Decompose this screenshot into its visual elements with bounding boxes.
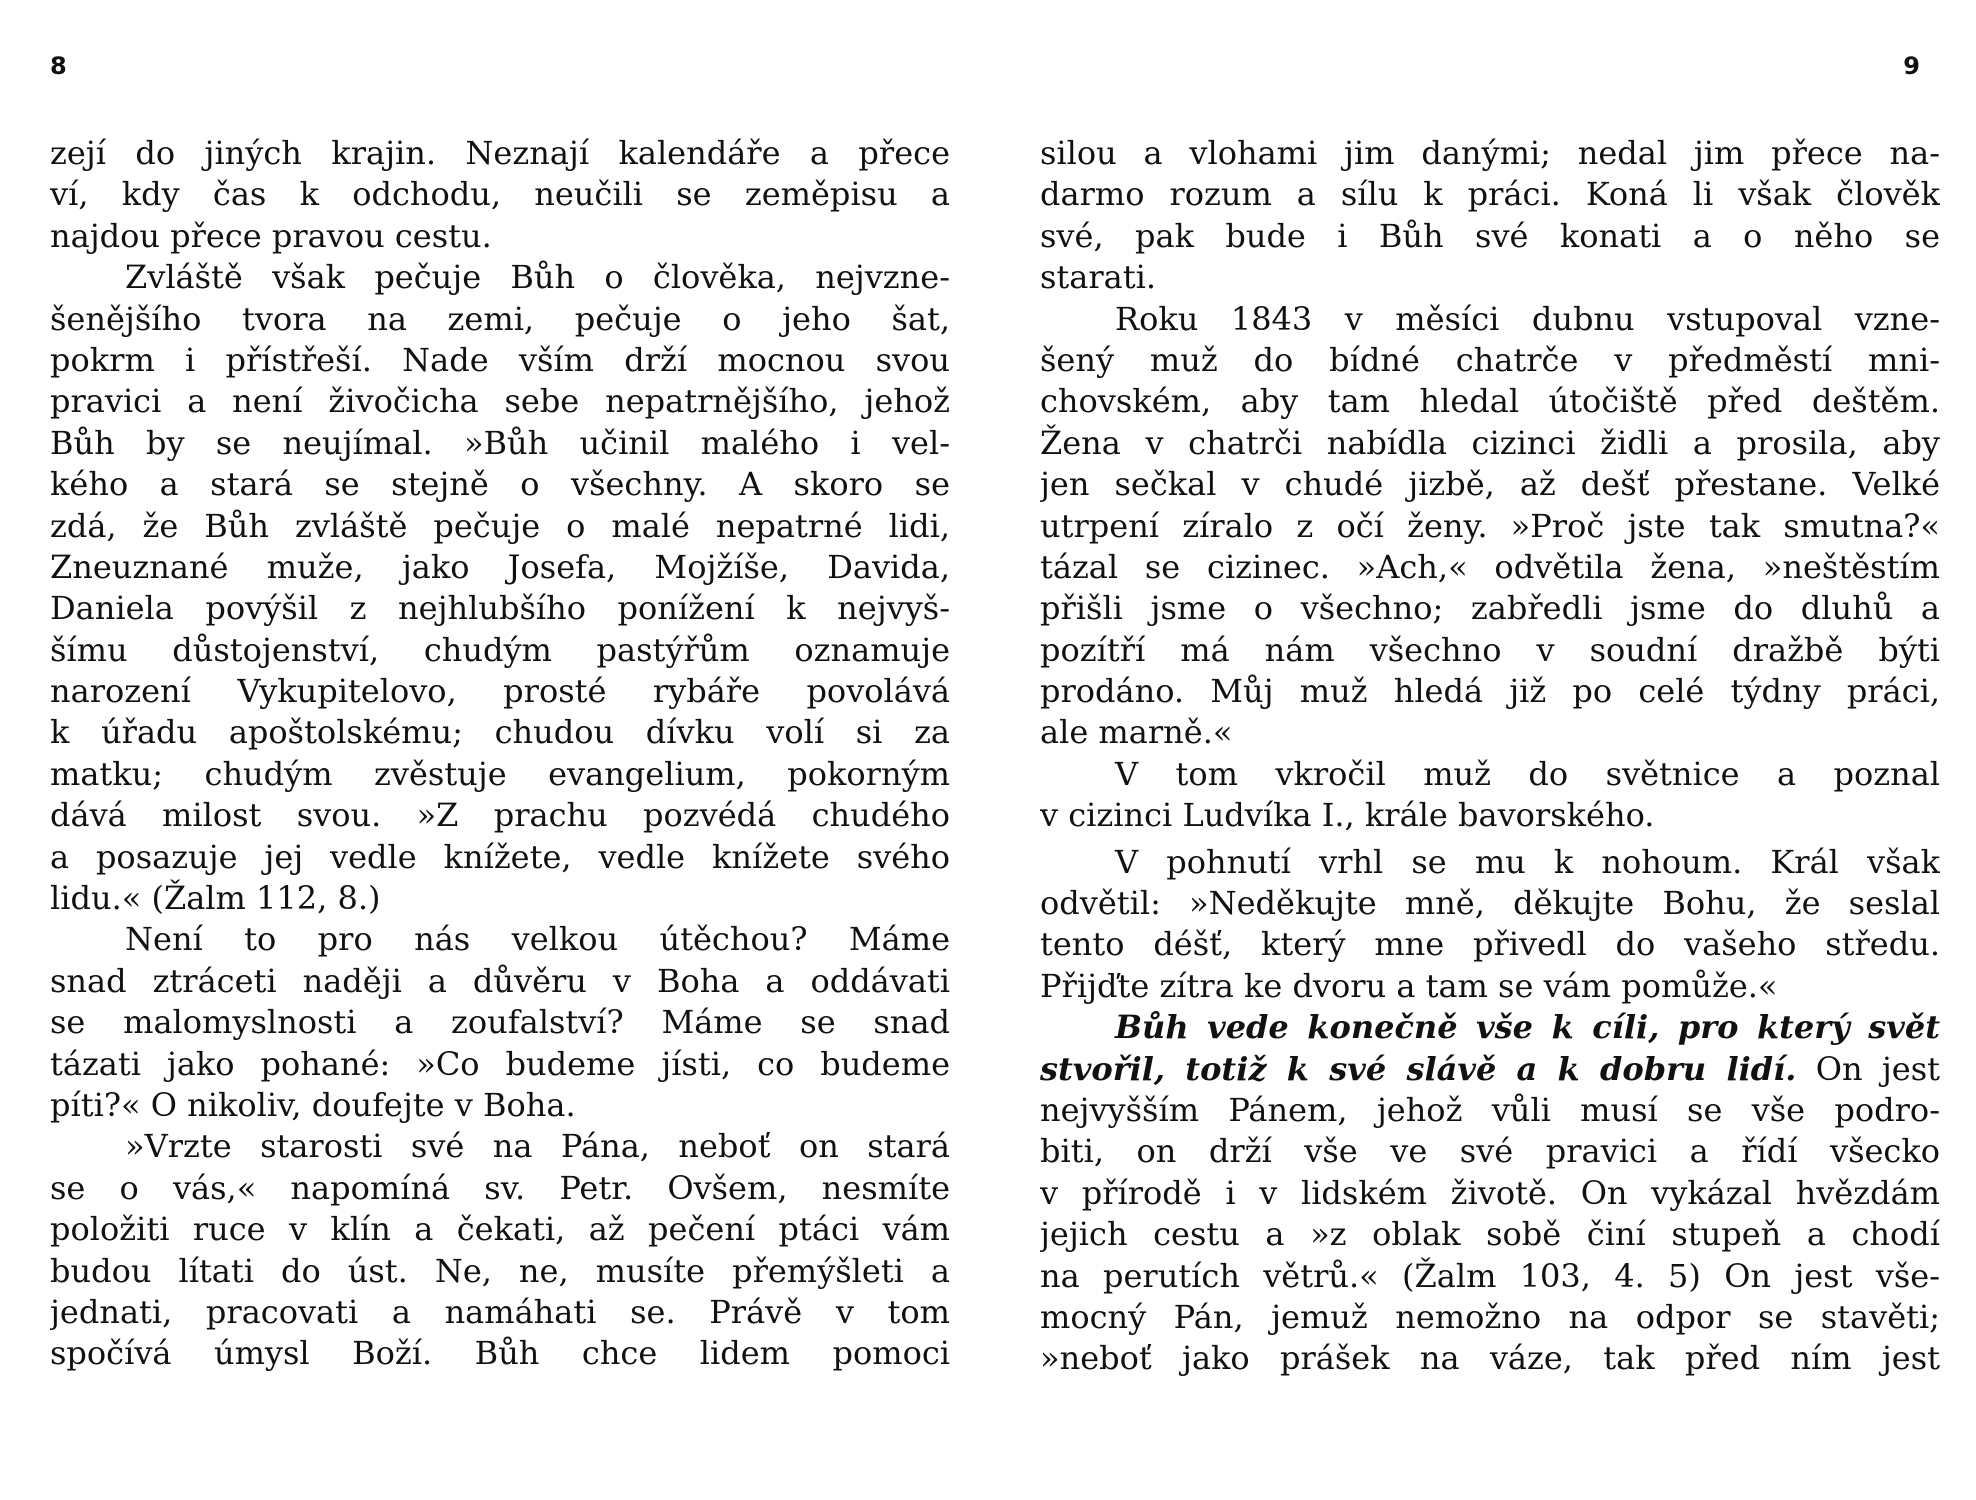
text-line: a posazuje jej vedle knížete, vedle knížete svého [50, 837, 950, 876]
text-line: na perutích větrů.« (Žalm 103, 4. 5) On jest vše- [1040, 1256, 1940, 1295]
page-number: 9 [1903, 52, 1920, 80]
text-line: jednati, pracovati a namáhati se. Právě v tom [50, 1292, 950, 1331]
text-line: narození Vykupitelovo, prosté rybáře povolává [50, 672, 950, 711]
text-line: najdou přece pravou cestu. [50, 216, 492, 255]
italic-text: stvořil, totiž k své slávě a k dobru lidí. [1040, 1049, 1797, 1088]
text-line: Daniela povýšil z nejhlubšího ponížení k nejvyš- [50, 589, 950, 628]
text-line: tázati jako pohané: »Co budeme jísti, co budeme [50, 1044, 950, 1083]
text-line: chovském, aby tam hledal útočiště před deštěm. [1040, 382, 1940, 421]
text-line: Žena v chatrči nabídla cizinci židli a prosila, aby [1040, 423, 1940, 462]
text-line: zdá, že Bůh zvláště pečuje o malé nepatrné lidi, [50, 506, 950, 545]
text-line: nejvyšším Pánem, jehož vůli musí se vše podro- [1040, 1090, 1940, 1129]
text-line: utrpení zíralo z očí ženy. »Proč jste tak smutna?« [1040, 506, 1940, 545]
text-line: V pohnutí vrhl se mu k nohoum. Král však [1115, 842, 1940, 881]
text-line: ale marně.« [1040, 713, 1233, 752]
text-line: se malomyslnosti a zoufalství? Máme se snad [50, 1003, 950, 1042]
text-line: »Vrzte starosti své na Pána, neboť on stará [125, 1127, 950, 1166]
page-number: 8 [50, 52, 67, 80]
text-line: Roku 1843 v měsíci dubnu vstupoval vzne- [1115, 299, 1940, 338]
text-line: pozítří má nám všechno v soudní dražbě býti [1040, 630, 1940, 669]
text-line: budou lítati do úst. Ne, ne, musíte přemýšleti a [50, 1251, 950, 1290]
text-line: tázal se cizinec. »Ach,« odvětila žena, »neštěstím [1040, 547, 1940, 586]
text-line: starati. [1040, 258, 1156, 297]
text-line: v přírodě i v lidském životě. On vykázal hvězdám [1040, 1173, 1940, 1212]
text-line: matku; chudým zvěstuje evangelium, pokorným [50, 754, 950, 793]
text-line: dává milost svou. »Z prachu pozvédá chudého [50, 796, 950, 835]
text-line: Zvláště však pečuje Bůh o člověka, nejvzne- [125, 258, 950, 297]
text-line: položiti ruce v klín a čekati, až pečení ptáci vám [50, 1210, 950, 1249]
text-line: ví, kdy čas k odchodu, neučili se zeměpisu a [50, 175, 950, 214]
text-line [1040, 1007, 1940, 1048]
text-line: kého a stará se stejně o všechny. A skoro se [50, 465, 950, 504]
right-page [1040, 0, 1940, 1500]
text-line: se o vás,« napomíná sv. Petr. Ovšem, nesmíte [50, 1168, 950, 1207]
text-line: Bůh by se neujímal. »Bůh učinil malého i vel- [50, 423, 950, 462]
left-page [50, 0, 950, 1500]
text-line: jen sečkal v chudé jizbě, až dešť přestane. Velké [1040, 465, 1940, 504]
text-line: pokrm i přístřeší. Nade vším drží mocnou svou [50, 340, 950, 379]
text-line: prodáno. Můj muž hledá již po celé týdny práci, [1040, 672, 1940, 711]
text-line: silou a vlohami jim danými; nedal jim přece na- [1040, 134, 1940, 172]
text-line: jejich cestu a »z oblak sobě činí stupeň a chodí [1040, 1215, 1940, 1254]
italic-text: Bůh vede konečně vše k cíli, pro který svět [1115, 1008, 1940, 1047]
text-line: v cizinci Ludvíka I., krále bavorského. [1040, 796, 1655, 835]
text-line: píti?« O nikoliv, doufejte v Boha. [50, 1085, 576, 1124]
text-line: k úřadu apoštolskému; chudou dívku volí si za [50, 713, 950, 752]
text-line: šený muž do bídné chatrče v předměstí mni- [1040, 340, 1940, 379]
text-line: Není to pro nás velkou útěchou? Máme [125, 920, 950, 959]
text-line [1040, 1049, 1940, 1090]
line-text: On jest [1796, 1049, 1940, 1088]
text-line: V tom vkročil muž do světnice a poznal [1115, 754, 1940, 793]
text-line: odvětil: »Neděkujte mně, děkujte Bohu, že seslal [1040, 884, 1940, 923]
text-line: spočívá úmysl Boží. Bůh chce lidem pomoci [50, 1334, 950, 1373]
text-line: mocný Pán, jemuž nemožno na odpor se stavěti; [1040, 1297, 1940, 1336]
page-text [50, 133, 950, 1375]
text-line: lidu.« (Žalm 112, 8.) [50, 879, 381, 918]
text-line: snad ztráceti naději a důvěru v Boha a oddávati [50, 961, 950, 1000]
text-line: biti, on drží vše ve své pravici a řídí všecko [1040, 1132, 1940, 1171]
text-line: Zneuznané muže, jako Josefa, Mojžíše, Davida, [50, 547, 950, 586]
text-line: přišli jsme o všechno; zabředli jsme do dluhů a [1040, 589, 1940, 628]
text-line: tento déšť, který mne přivedl do vašeho středu. [1040, 925, 1940, 964]
text-line: zejí do jiných krajin. Neznají kalendáře a přece [50, 134, 950, 172]
text-line: darmo rozum a sílu k práci. Koná li však člověk [1040, 175, 1940, 214]
page-text [1040, 133, 1940, 1380]
text-line: své, pak bude i Bůh své konati a o něho se [1040, 216, 1940, 255]
text-line: šenějšího tvora na zemi, pečuje o jeho šat, [50, 299, 950, 338]
text-line: Přijďte zítra ke dvoru a tam se vám pomůže.« [1040, 966, 1778, 1005]
text-line: »neboť jako prášek na váze, tak před ním jest [1040, 1339, 1940, 1378]
text-line: pravici a není živočicha sebe nepatrnějšího, jehož [50, 382, 950, 421]
text-line: šímu důstojenství, chudým pastýřům oznamuje [50, 630, 950, 669]
